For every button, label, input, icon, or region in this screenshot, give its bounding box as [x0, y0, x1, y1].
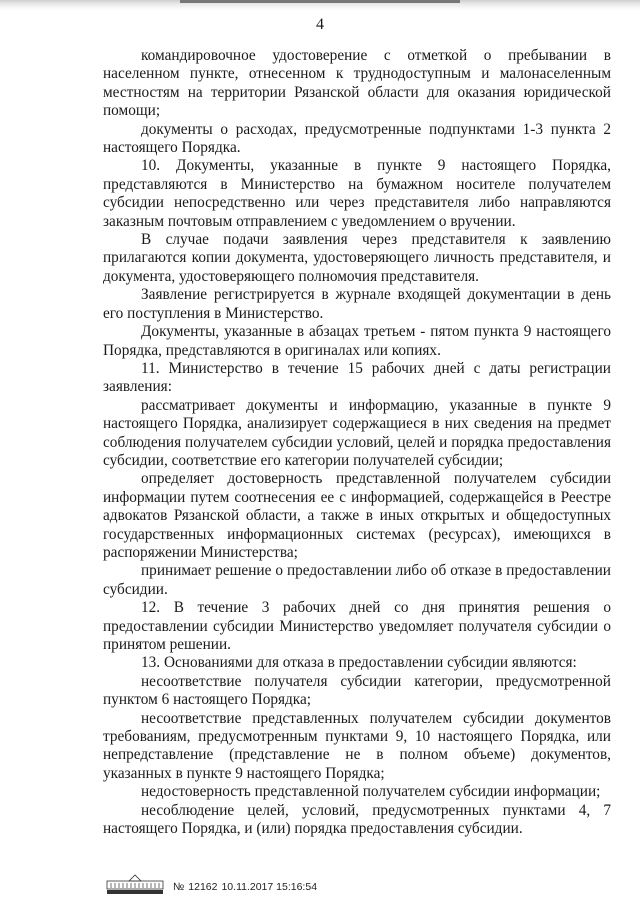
scan-edge-shadow — [0, 0, 640, 10]
paragraph: командировочное удостоверение с отметкой о пребывании в населенном пункте, отнесенном к труднодоступным и малонаселенным местностям на территории Рязанской области для оказания юридической помощи; — [103, 47, 611, 120]
registration-datetime: 10.11.2017 15:16:54 — [221, 881, 318, 893]
registration-info — [173, 881, 317, 895]
paragraph: Документы, указанные в абзацах третьем - пятом пункта 9 настоящего Порядка, представляются в оригиналах или копиях. — [103, 323, 611, 359]
government-stamp-icon — [105, 873, 165, 895]
paragraph: документы о расходах, предусмотренные подпунктами 1-3 пункта 2 настоящего Порядка. — [103, 120, 611, 157]
paragraph: несоблюдение целей, условий, предусмотренных пунктами 4, 7 настоящего Порядка, и (или) порядка предоставления субсидии. — [103, 801, 611, 838]
document-body — [103, 47, 611, 838]
paragraph: Заявление регистрируется в журнале входящей документации в день его поступления в Министерство. — [103, 286, 611, 322]
paragraph: недостоверность представленной получателем субсидии информации; — [141, 783, 601, 801]
paragraph: В случае подачи заявления через представителя к заявлению прилагаются копии документа, удостоверяющего личность представителя, и документа, удостоверяющего полномочия представителя. — [103, 231, 611, 285]
paragraph: 10. Документы, указанные в пункте 9 настоящего Порядка, представляются в Министерство на бумажном носителе получателем субсидии непосредственно или через представителя либо направляются заказным почтовым отправлением с уведомлением о вручении. — [103, 157, 611, 230]
paragraph: несоответствие получателя субсидии категории, предусмотренной пунктом 6 настоящего Порядка; — [103, 672, 611, 709]
paragraph: 11. Министерство в течение 15 рабочих дней с даты регистрации заявления: — [103, 359, 611, 396]
paragraph: определяет достоверность представленной получателем субсидии информации путем соотнесения ее с информацией, содержащейся в Реестре адвокатов Рязанской области, а также в иных открытых и общедоступных государственных информационных системах (ресурсах), имеющихся в распоряжении Министерства; — [103, 470, 611, 561]
paragraph: рассматривает документы и информацию, указанные в пункте 9 настоящего Порядка, анализирует содержащиеся в них сведения на предмет соблюдения получателем субсидии условий, целей и порядка предоставления субсидии, соответствие его категории получателей субсидии; — [103, 396, 611, 469]
paragraph: принимает решение о предоставлении либо об отказе в предоставлении субсидии. — [103, 562, 611, 598]
paragraph: 13. Основаниями для отказа в предоставлении субсидии являются: — [141, 654, 577, 672]
page-number: 4 — [316, 16, 324, 33]
paragraph: 12. В течение 3 рабочих дней со дня принятия решения о предоставлении субсидии Министерство уведомляет получателя субсидии о принятом решении. — [103, 599, 611, 653]
registration-number: 12162 — [188, 881, 218, 893]
registration-footer — [105, 873, 317, 895]
number-sign: № — [173, 881, 185, 893]
paragraph: несоответствие представленных получателем субсидии документов требованиям, предусмотренным пунктами 9, 10 настоящего Порядка, или непредставление (представление не в полном объеме) документов, указанных в пункте 9 настоящего Порядка; — [103, 709, 611, 782]
